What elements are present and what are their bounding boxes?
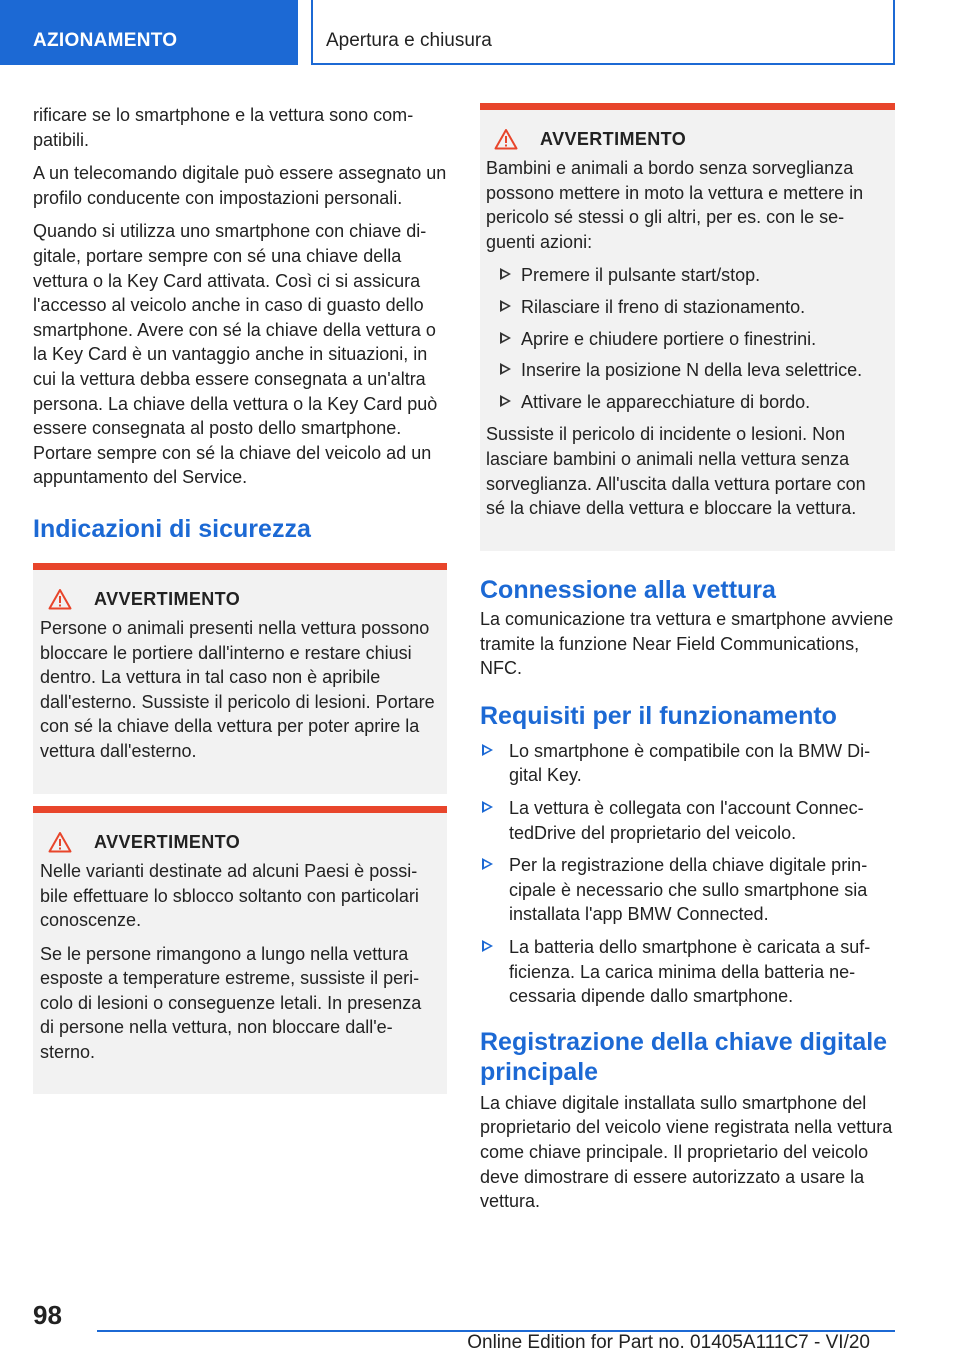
warning-triangle-icon	[494, 128, 518, 150]
heading-safety: Indicazioni di sicurezza	[33, 514, 311, 543]
warning-text: Se le persone rimangono a lungo nella vettura esposte a temperature estreme, sussiste il pericolo di lesioni o conseguenze letali. In presenza di persone nella vettura, non bloccare dall'esterno.	[40, 943, 422, 1063]
heading-requirements: Requisiti per il funzionamento	[480, 701, 837, 730]
requirements-list	[480, 739, 895, 1009]
paragraph: rificare se lo smartphone e la vettura sono compatibili.	[33, 105, 414, 150]
triangle-bullet-icon	[482, 940, 493, 952]
warning-header	[486, 128, 887, 150]
section-title: AZIONAMENTO	[33, 30, 178, 51]
paragraph: La comunicazione tra vettura e smartphone avviene tramite la funzione Near Field Communications, NFC.	[480, 609, 894, 679]
triangle-bullet-icon	[500, 268, 511, 280]
paragraph: La chiave digitale installata sullo smartphone del proprietario del veicolo viene registrata nella vettura come chiave principale. Il proprietario del veicolo deve dimostrare di essere autorizzato a usare la vettura.	[480, 1092, 893, 1212]
list-item: Aprire e chiudere portiere o finestrini.	[486, 327, 887, 352]
heading-connection: Connessione alla vettura	[480, 576, 776, 604]
warning-box	[33, 806, 447, 1094]
chapter-title: Apertura e chiusura	[326, 30, 492, 51]
footer-edition: Online Edition for Part no. 01405A111C7 - VI/20	[467, 1332, 870, 1353]
warning-box	[33, 563, 447, 794]
warning-text: Persone o animali presenti nella vettura possono bloccare le portiere dall'interno e restare chiusi dentro. La vettura in tal caso non è apribile dall'esterno. Sussiste il pericolo di lesioni. Portare con sé la chiave della vettura per poter aprire la vettura dall'esterno.	[40, 617, 435, 761]
warning-action-list	[486, 263, 887, 414]
paragraph: A un telecomando digitale può essere assegnato un profilo conducente con impostazioni personali.	[33, 163, 447, 208]
list-item: La batteria dello smartphone è caricata a sufficienza. La carica minima della batteria necessaria dipende dallo smartphone.	[480, 935, 895, 1009]
left-column	[33, 103, 447, 1094]
list-item: Attivare le apparecchiature di bordo.	[486, 390, 887, 415]
warning-triangle-icon	[48, 831, 72, 853]
list-item: Rilasciare il freno di stazionamento.	[486, 295, 887, 320]
warning-title: AVVERTIMENTO	[94, 588, 241, 609]
warning-title: AVVERTIMENTO	[94, 831, 241, 852]
warning-box	[480, 103, 895, 551]
triangle-bullet-icon	[482, 744, 493, 756]
requirements-list-wrap	[480, 739, 895, 1009]
triangle-bullet-icon	[500, 332, 511, 344]
triangle-bullet-icon	[500, 363, 511, 375]
heading-registration: Registrazione della chiave digitale principale	[480, 1027, 888, 1086]
warning-header	[40, 831, 439, 853]
triangle-bullet-icon	[500, 300, 511, 312]
list-item: Per la registrazione della chiave digitale principale è necessario che sullo smartphone sia installata l'app BMW Connected.	[480, 853, 895, 927]
triangle-bullet-icon	[482, 858, 493, 870]
warning-title: AVVERTIMENTO	[540, 129, 687, 149]
chapter-header	[311, 0, 895, 65]
page-number: 98	[33, 1300, 62, 1330]
list-item: La vettura è collegata con l'account ConnectedDrive del proprietario del veicolo.	[480, 796, 895, 845]
list-item: Premere il pulsante start/stop.	[486, 263, 887, 288]
warning-text: Bambini e animali a bordo senza sorveglianza possono mettere in moto la vettura e mettere in pericolo sé stessi o gli altri, per es. con le seguenti azioni:	[486, 158, 864, 252]
paragraph: Quando si utilizza uno smartphone con chiave digitale, portare sempre con sé una chiave della vettura o la Key Card attivata. Così ci si assicura l'accesso al veicolo anche in caso di guasto dello smartphone. Avere con sé la chiave della vettura o la Key Card è un vantaggio anche in situazioni, in cui la vettura debba essere consegnata a un'altra persona. La chiave della vettura o la Key Card può essere consegnata al posto dello smartphone. Portare sempre con sé la chiave del veicolo ad un appuntamento del Service.	[33, 221, 438, 488]
section-tab	[0, 0, 298, 65]
warning-text: Nelle varianti destinate ad alcuni Paesi è possibile effettuare lo sblocco soltanto con particolari conoscenze.	[40, 860, 419, 931]
right-column	[480, 103, 895, 1223]
warning-triangle-icon	[48, 588, 72, 610]
warning-text: Sussiste il pericolo di incidente o lesioni. Non lasciare bambini o animali nella vettura senza sorveglianza. All'uscita dalla vettura portare con sé la chiave della vettura e bloccare la vettura.	[486, 424, 866, 519]
list-item: Lo smartphone è compatibile con la BMW Digital Key.	[480, 739, 895, 788]
triangle-bullet-icon	[482, 801, 493, 813]
list-item: Inserire la posizione N della leva selettrice.	[486, 358, 887, 383]
triangle-bullet-icon	[500, 395, 511, 407]
warning-header	[40, 588, 439, 610]
